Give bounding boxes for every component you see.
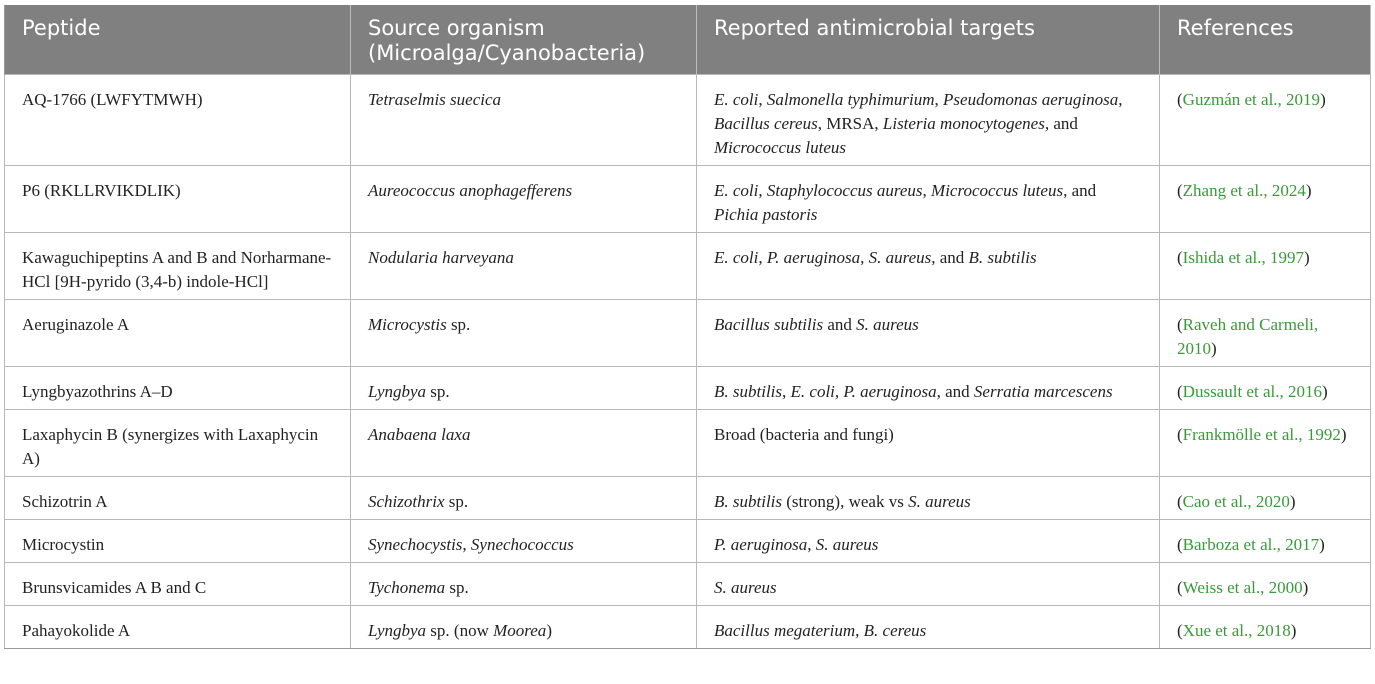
reference-link[interactable]: Guzmán et al., 2019 <box>1182 90 1321 109</box>
header-source-line1: Source organism <box>368 16 545 40</box>
cell-targets: Bacillus subtilis and S. aureus <box>697 300 1160 367</box>
cell-peptide: Schizotrin A <box>5 477 351 520</box>
reference-link[interactable]: Cao et al., 2020 <box>1182 492 1290 511</box>
table-row <box>5 477 1371 520</box>
cell-reference: (Xue et al., 2018) <box>1160 606 1371 649</box>
header-targets: Reported antimicrobial targets <box>697 5 1160 75</box>
table-row <box>5 75 1371 166</box>
cell-peptide: Pahayokolide A <box>5 606 351 649</box>
cell-source: Lyngbya sp. (now Moorea) <box>351 606 697 649</box>
reference-link[interactable]: Raveh and Carmeli, 2010 <box>1177 315 1319 358</box>
table-row <box>5 166 1371 233</box>
cell-source: Tychonema sp. <box>351 563 697 606</box>
cell-reference: (Dussault et al., 2016) <box>1160 367 1371 410</box>
table-row <box>5 563 1371 606</box>
reference-link[interactable]: Frankmölle et al., 1992 <box>1182 425 1341 444</box>
cell-targets: E. coli, P. aeruginosa, S. aureus, and B. subtilis <box>697 233 1160 300</box>
cell-source: Synechocystis, Synechococcus <box>351 520 697 563</box>
cell-targets: E. coli, Staphylococcus aureus, Micrococcus luteus, and Pichia pastoris <box>697 166 1160 233</box>
cell-peptide: P6 (RKLLRVIKDLIK) <box>5 166 351 233</box>
reference-link[interactable]: Ishida et al., 1997 <box>1182 248 1305 267</box>
table-row <box>5 410 1371 477</box>
table-header-row <box>5 5 1371 75</box>
cell-targets: B. subtilis (strong), weak vs S. aureus <box>697 477 1160 520</box>
cell-peptide: Aeruginazole A <box>5 300 351 367</box>
cell-source: Nodularia harveyana <box>351 233 697 300</box>
table-row <box>5 606 1371 649</box>
cell-targets: P. aeruginosa, S. aureus <box>697 520 1160 563</box>
header-source-line2: (Microalga/Cyanobacteria) <box>368 41 646 65</box>
cell-reference: (Guzmán et al., 2019) <box>1160 75 1371 166</box>
cell-targets: Broad (bacteria and fungi) <box>697 410 1160 477</box>
cell-source: Lyngbya sp. <box>351 367 697 410</box>
cell-peptide: AQ-1766 (LWFYTMWH) <box>5 75 351 166</box>
cell-source: Anabaena laxa <box>351 410 697 477</box>
cell-targets: S. aureus <box>697 563 1160 606</box>
cell-source: Tetraselmis suecica <box>351 75 697 166</box>
header-references: References <box>1160 5 1371 75</box>
reference-link[interactable]: Zhang et al., 2024 <box>1182 181 1306 200</box>
reference-link[interactable]: Xue et al., 2018 <box>1182 621 1291 640</box>
cell-reference: (Weiss et al., 2000) <box>1160 563 1371 606</box>
cell-reference: (Raveh and Carmeli, 2010) <box>1160 300 1371 367</box>
cell-peptide: Brunsvicamides A B and C <box>5 563 351 606</box>
table-row <box>5 233 1371 300</box>
cell-peptide: Kawaguchipeptins A and B and Norharmane-HCl [9H-pyrido (3,4-b) indole-HCl] <box>5 233 351 300</box>
table-row <box>5 367 1371 410</box>
header-peptide: Peptide <box>5 5 351 75</box>
table-row <box>5 300 1371 367</box>
cell-source: Aureococcus anophagefferens <box>351 166 697 233</box>
peptide-table <box>4 5 1371 649</box>
table-row <box>5 520 1371 563</box>
cell-peptide: Microcystin <box>5 520 351 563</box>
reference-link[interactable]: Weiss et al., 2000 <box>1182 578 1303 597</box>
reference-link[interactable]: Barboza et al., 2017 <box>1182 535 1320 554</box>
reference-link[interactable]: Dussault et al., 2016 <box>1182 382 1322 401</box>
cell-reference: (Frankmölle et al., 1992) <box>1160 410 1371 477</box>
cell-targets: Bacillus megaterium, B. cereus <box>697 606 1160 649</box>
cell-peptide: Lyngbyazothrins A–D <box>5 367 351 410</box>
cell-targets: B. subtilis, E. coli, P. aeruginosa, and Serratia marcescens <box>697 367 1160 410</box>
cell-reference: (Zhang et al., 2024) <box>1160 166 1371 233</box>
cell-peptide: Laxaphycin B (synergizes with Laxaphycin A) <box>5 410 351 477</box>
cell-reference: (Ishida et al., 1997) <box>1160 233 1371 300</box>
cell-source: Schizothrix sp. <box>351 477 697 520</box>
cell-source: Microcystis sp. <box>351 300 697 367</box>
cell-reference: (Barboza et al., 2017) <box>1160 520 1371 563</box>
cell-reference: (Cao et al., 2020) <box>1160 477 1371 520</box>
header-source <box>351 5 697 75</box>
cell-targets: E. coli, Salmonella typhimurium, Pseudomonas aeruginosa, Bacillus cereus, MRSA, Listeria monocytogenes, and Micrococcus luteus <box>697 75 1160 166</box>
